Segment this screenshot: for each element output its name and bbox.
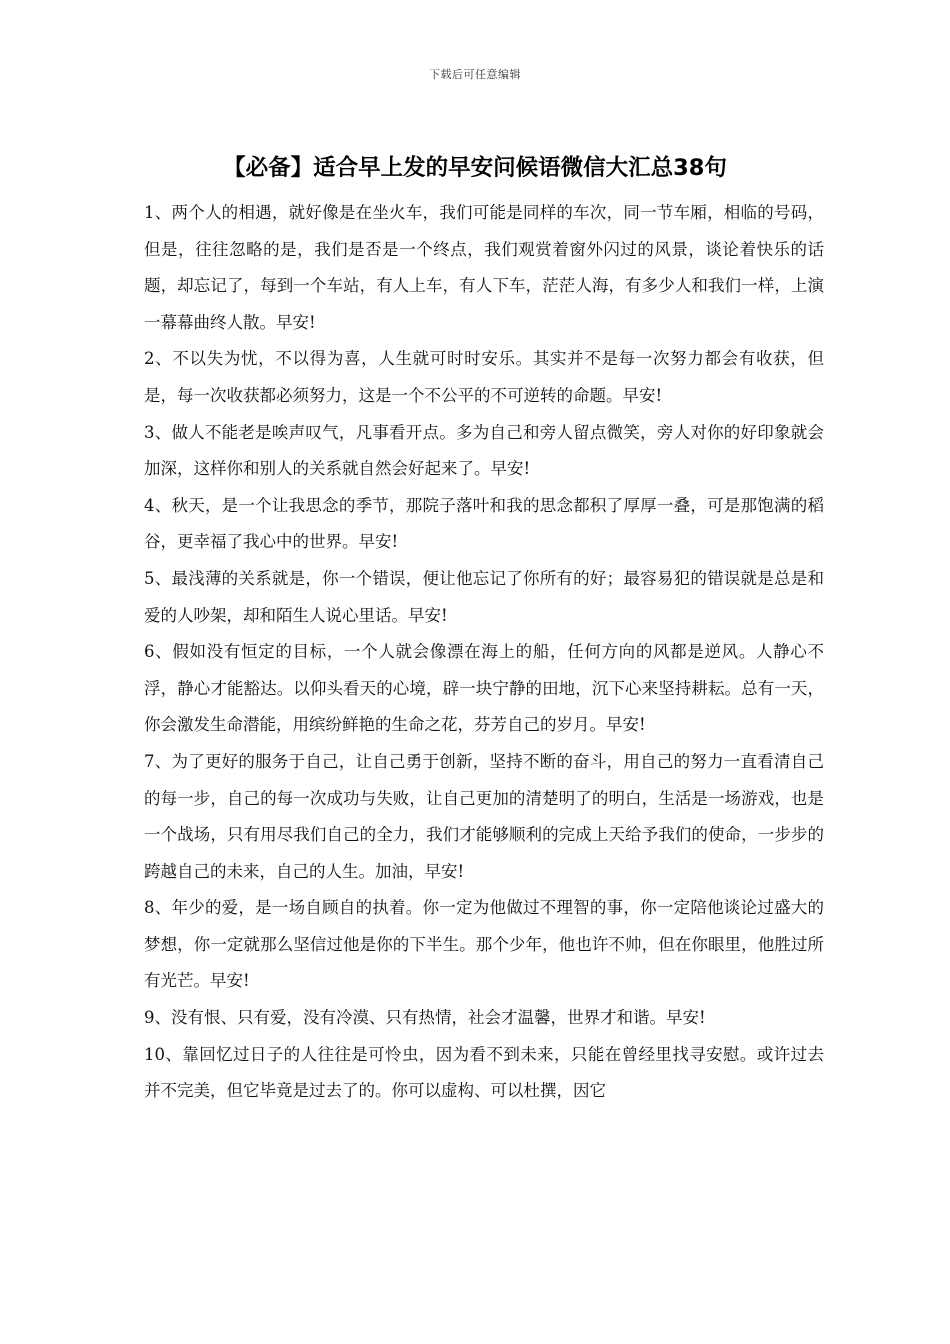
paragraph-1: 1、两个人的相遇，就好像是在坐火车，我们可能是同样的车次，同一节车厢，相临的号码，但是，往往忽略的是，我们是否是一个终点，我们观赏着窗外闪过的风景，谈论着快乐的话题，却忘记了，每到一个车站，有人上车，有人下车，茫茫人海，有多少人和我们一样，上演一幕幕曲终人散。早安! [144,203,824,332]
paragraph-8: 8、年少的爱，是一场自顾自的执着。你一定为他做过不理智的事，你一定陪他谈论过盛大的梦想，你一定就那么坚信过他是你的下半生。那个少年，他也许不帅，但在你眼里，他胜过所有光芒。早安! [144,898,824,991]
paragraph-2: 2、不以失为忧，不以得为喜，人生就可时时安乐。其实并不是每一次努力都会有收获，但是，每一次收获都必须努力，这是一个不公平的不可逆转的命题。早安! [144,349,824,405]
paragraph-4: 4、秋天，是一个让我思念的季节，那院子落叶和我的思念都积了厚厚一叠，可是那饱满的稻谷，更幸福了我心中的世界。早安! [144,495,824,552]
header-note: 下载后可任意编辑 [429,68,521,81]
paragraph-3: 3、做人不能老是唉声叹气，凡事看开点。多为自己和旁人留点微笑，旁人对你的好印象就会加深，这样你和别人的关系就自然会好起来了。早安! [144,422,824,479]
document-body [144,195,824,1110]
paragraph-9: 9、没有恨、只有爱，没有冷漠、只有热情，社会才温馨，世界才和谐。早安! [144,1008,706,1028]
paragraph-5: 5、最浅薄的关系就是，你一个错误，便让他忘记了你所有的好；最容易犯的错误就是总是和爱的人吵架，却和陌生人说心里话。早安! [144,568,824,625]
paragraph-7: 7、为了更好的服务于自己，让自己勇于创新，坚持不断的奋斗，用自己的努力一直看清自己的每一步，自己的每一次成功与失败，让自己更加的清楚明了的明白，生活是一场游戏，也是一个战场，只有用尽我们自己的全力，我们才能够顺利的完成上天给予我们的使命，一步步的跨越自己的未来，自己的人生。加油，早安! [144,751,824,881]
paragraph-10: 10、靠回忆过日子的人往往是可怜虫，因为看不到未来，只能在曾经里找寻安慰。或许过去并不完美，但它毕竟是过去了的。你可以虚构、可以杜撰，因它 [144,1044,824,1101]
paragraph-6: 6、假如没有恒定的目标，一个人就会像漂在海上的船，任何方向的风都是逆风。人静心不浮，静心才能豁达。以仰头看天的心境，辟一块宁静的田地，沉下心来坚持耕耘。总有一天，你会激发生命潜能，用缤纷鲜艳的生命之花，芬芳自己的岁月。早安! [144,642,824,735]
document-title: 【必备】适合早上发的早安问候语微信大汇总38句 [223,155,727,181]
